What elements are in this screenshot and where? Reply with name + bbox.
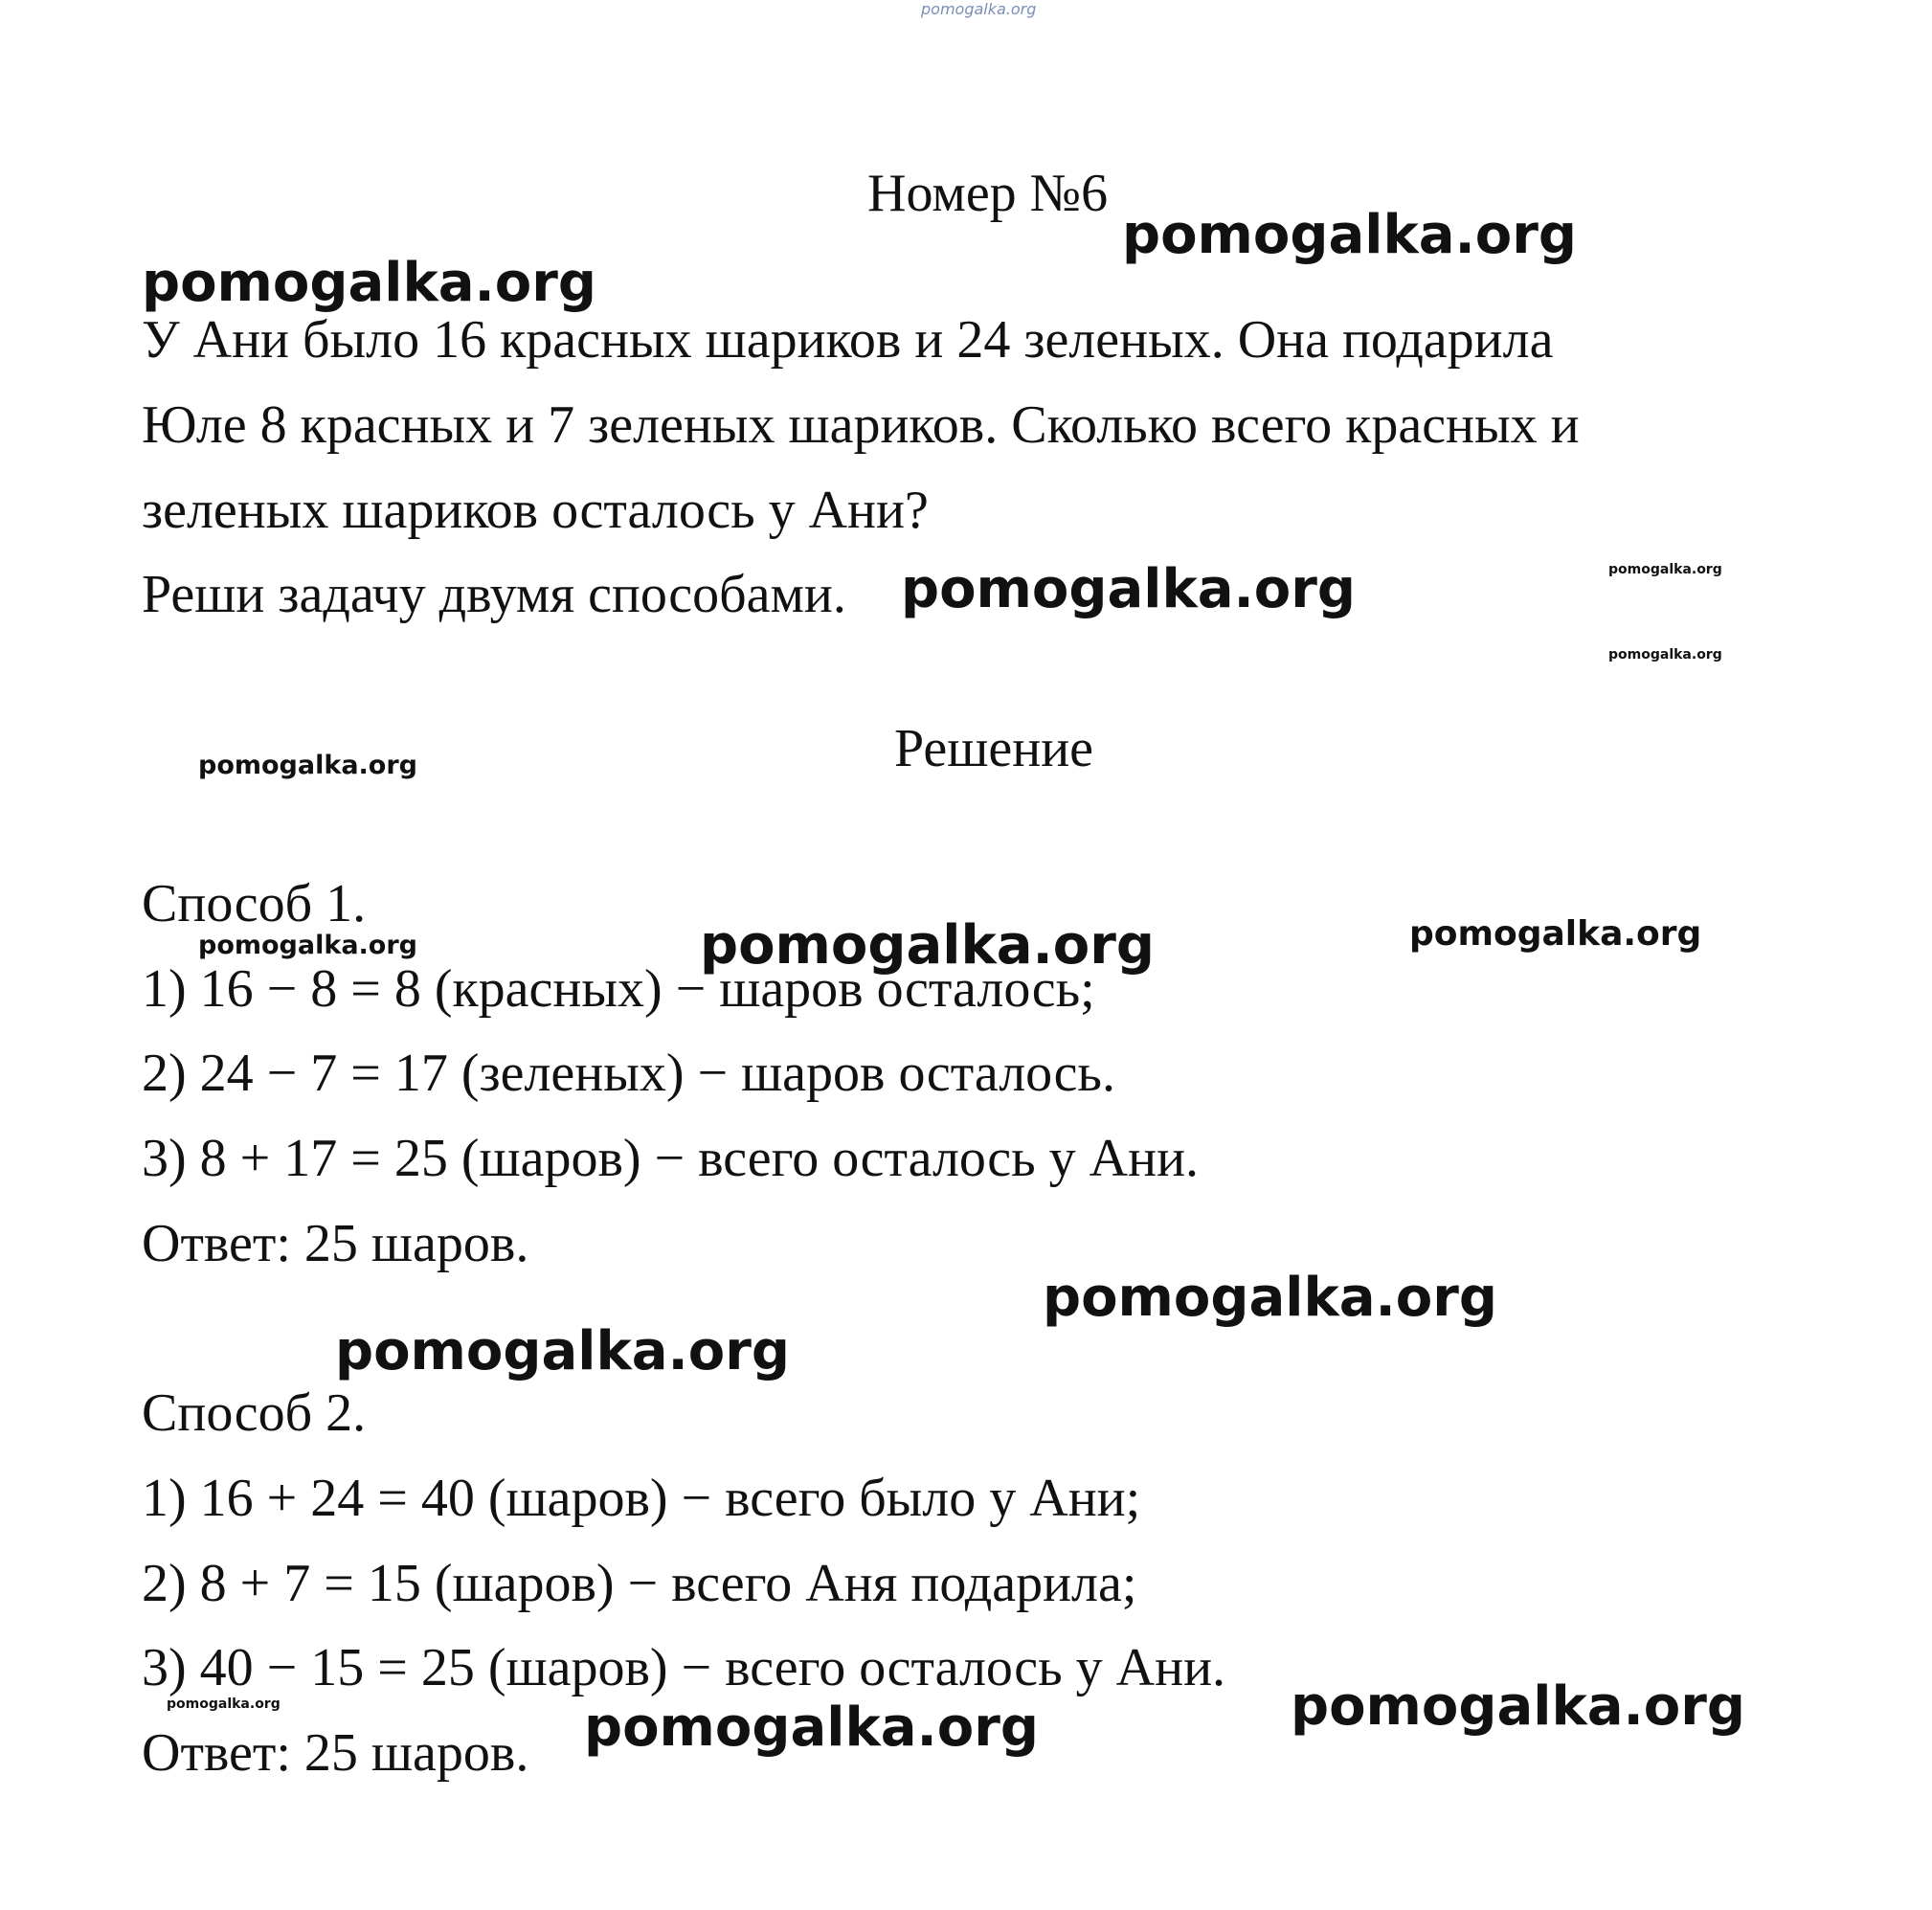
watermark-large: pomogalka.org xyxy=(1122,204,1577,266)
method2-answer: Ответ: 25 шаров. xyxy=(142,1723,529,1783)
method2-title: Способ 2. xyxy=(142,1383,367,1443)
watermark-large: pomogalka.org xyxy=(1291,1675,1745,1738)
method2-step: 1) 16 + 24 = 40 (шаров) − всего было у Ани; xyxy=(142,1469,1141,1528)
watermark-large: pomogalka.org xyxy=(1043,1267,1497,1329)
watermark-small: pomogalka.org xyxy=(198,931,417,960)
watermark-small: pomogalka.org xyxy=(198,751,417,780)
problem-line: Юле 8 красных и 7 зеленых шариков. Сколько всего красных и xyxy=(142,395,1580,455)
method1-step: 2) 24 − 7 = 17 (зеленых) − шаров осталось. xyxy=(142,1044,1115,1103)
watermark-large: pomogalka.org xyxy=(335,1320,790,1382)
watermark-large: pomogalka.org xyxy=(142,252,596,314)
page-title: Номер №6 xyxy=(867,164,1109,223)
watermark-tiny: pomogalka.org xyxy=(1608,647,1722,663)
problem-line: У Ани было 16 красных шариков и 24 зеленых. Она подарила xyxy=(142,310,1554,370)
solution-heading: Решение xyxy=(894,719,1094,778)
watermark-large: pomogalka.org xyxy=(584,1697,1039,1759)
problem-line: зеленых шариков осталось у Ани? xyxy=(142,481,929,540)
watermark-large: pomogalka.org xyxy=(700,914,1155,977)
method1-answer: Ответ: 25 шаров. xyxy=(142,1214,529,1273)
watermark-top: pomogalka.org xyxy=(921,0,1037,18)
problem-line: Реши задачу двумя способами. xyxy=(142,565,846,624)
watermark-large: pomogalka.org xyxy=(901,558,1356,620)
watermark-tiny: pomogalka.org xyxy=(1608,562,1722,577)
method1-title: Способ 1. xyxy=(142,874,367,933)
watermark-tiny: pomogalka.org xyxy=(167,1697,281,1712)
method2-step: 3) 40 − 15 = 25 (шаров) − всего осталось у Ани. xyxy=(142,1638,1226,1697)
method1-step: 3) 8 + 17 = 25 (шаров) − всего осталось у Ани. xyxy=(142,1129,1200,1188)
method1-step: 1) 16 − 8 = 8 (красных) − шаров осталось; xyxy=(142,959,1095,1019)
method2-step: 2) 8 + 7 = 15 (шаров) − всего Аня подарила; xyxy=(142,1554,1137,1613)
watermark-medium: pomogalka.org xyxy=(1409,914,1702,954)
